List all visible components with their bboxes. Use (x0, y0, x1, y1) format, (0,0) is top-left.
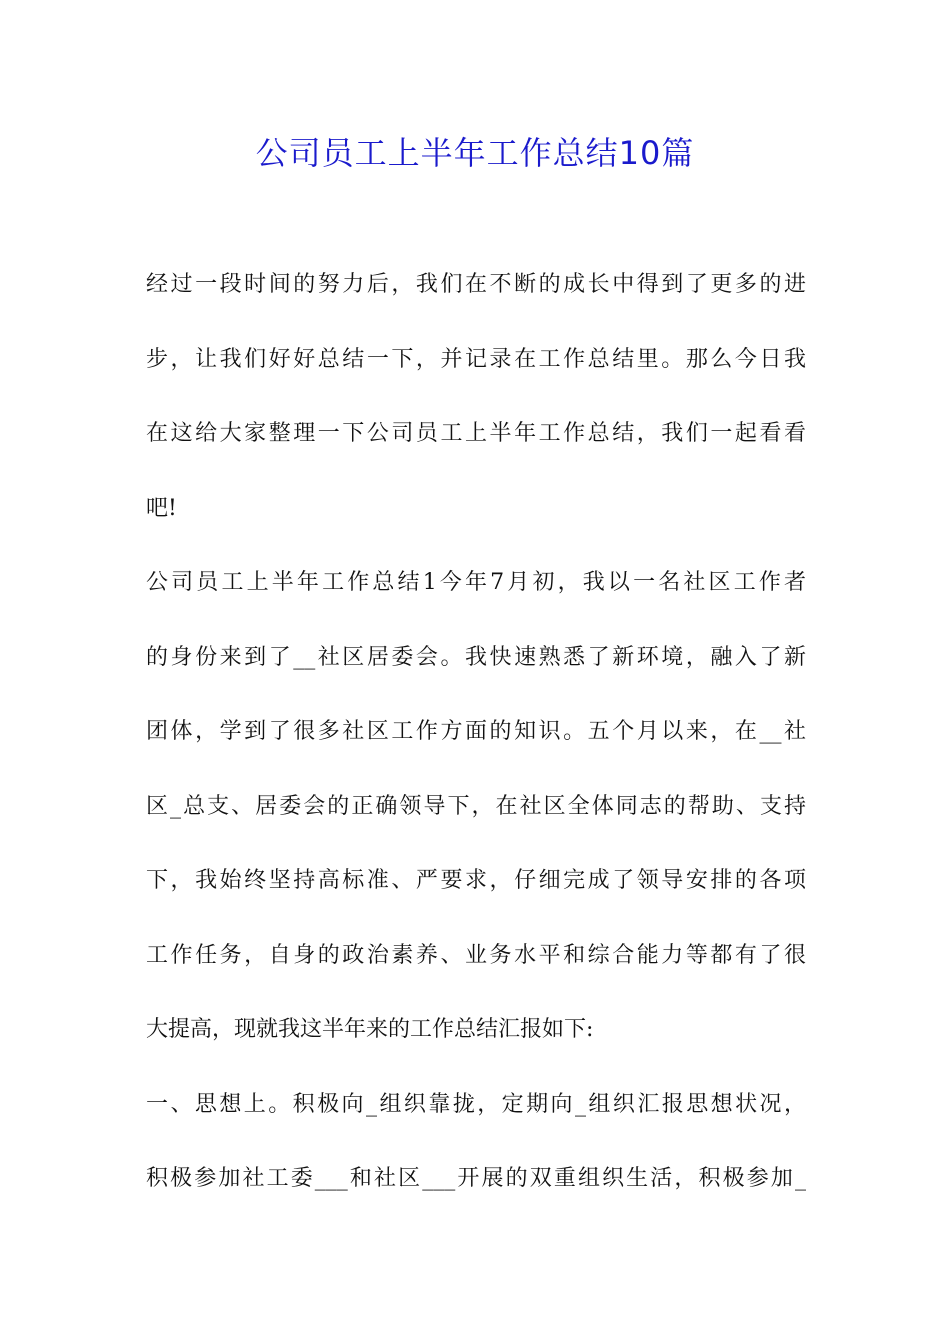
paragraph-line: 吧! (146, 495, 177, 521)
paragraph-line: 一、思想上。积极向_组织靠拢，定期向_组织汇报思想状况， (146, 1091, 806, 1117)
paragraph-line: 的身份来到了__社区居委会。我快速熟悉了新环境，融入了新 (146, 644, 806, 670)
document-body (146, 262, 806, 1231)
paragraph-line: 公司员工上半年工作总结1今年7月初，我以一名社区工作者 (146, 570, 806, 595)
paragraph-line: 步，让我们好好总结一下，并记录在工作总结里。那么今日我 (146, 346, 806, 372)
paragraph-line: 区_总支、居委会的正确领导下，在社区全体同志的帮助、支持 (146, 793, 806, 819)
paragraph-line: 在这给大家整理一下公司员工上半年工作总结，我们一起看看 (146, 421, 806, 446)
paragraph-line: 经过一段时间的努力后，我们在不断的成长中得到了更多的进 (146, 272, 806, 297)
document-title: 公司员工上半年工作总结10篇 (255, 134, 695, 172)
paragraph-line: 积极参加社工委___和社区___开展的双重组织生活，积极参加_ (146, 1166, 806, 1191)
paragraph-line: 下，我始终坚持高标准、严要求，仔细完成了领导安排的各项 (146, 868, 806, 893)
paragraph-line: 工作任务，自身的政治素养、业务水平和综合能力等都有了很 (146, 942, 806, 968)
paragraph-line: 大提高，现就我这半年来的工作总结汇报如下: (146, 1017, 594, 1042)
paragraph-line: 团体，学到了很多社区工作方面的知识。五个月以来，在__社 (146, 719, 806, 744)
